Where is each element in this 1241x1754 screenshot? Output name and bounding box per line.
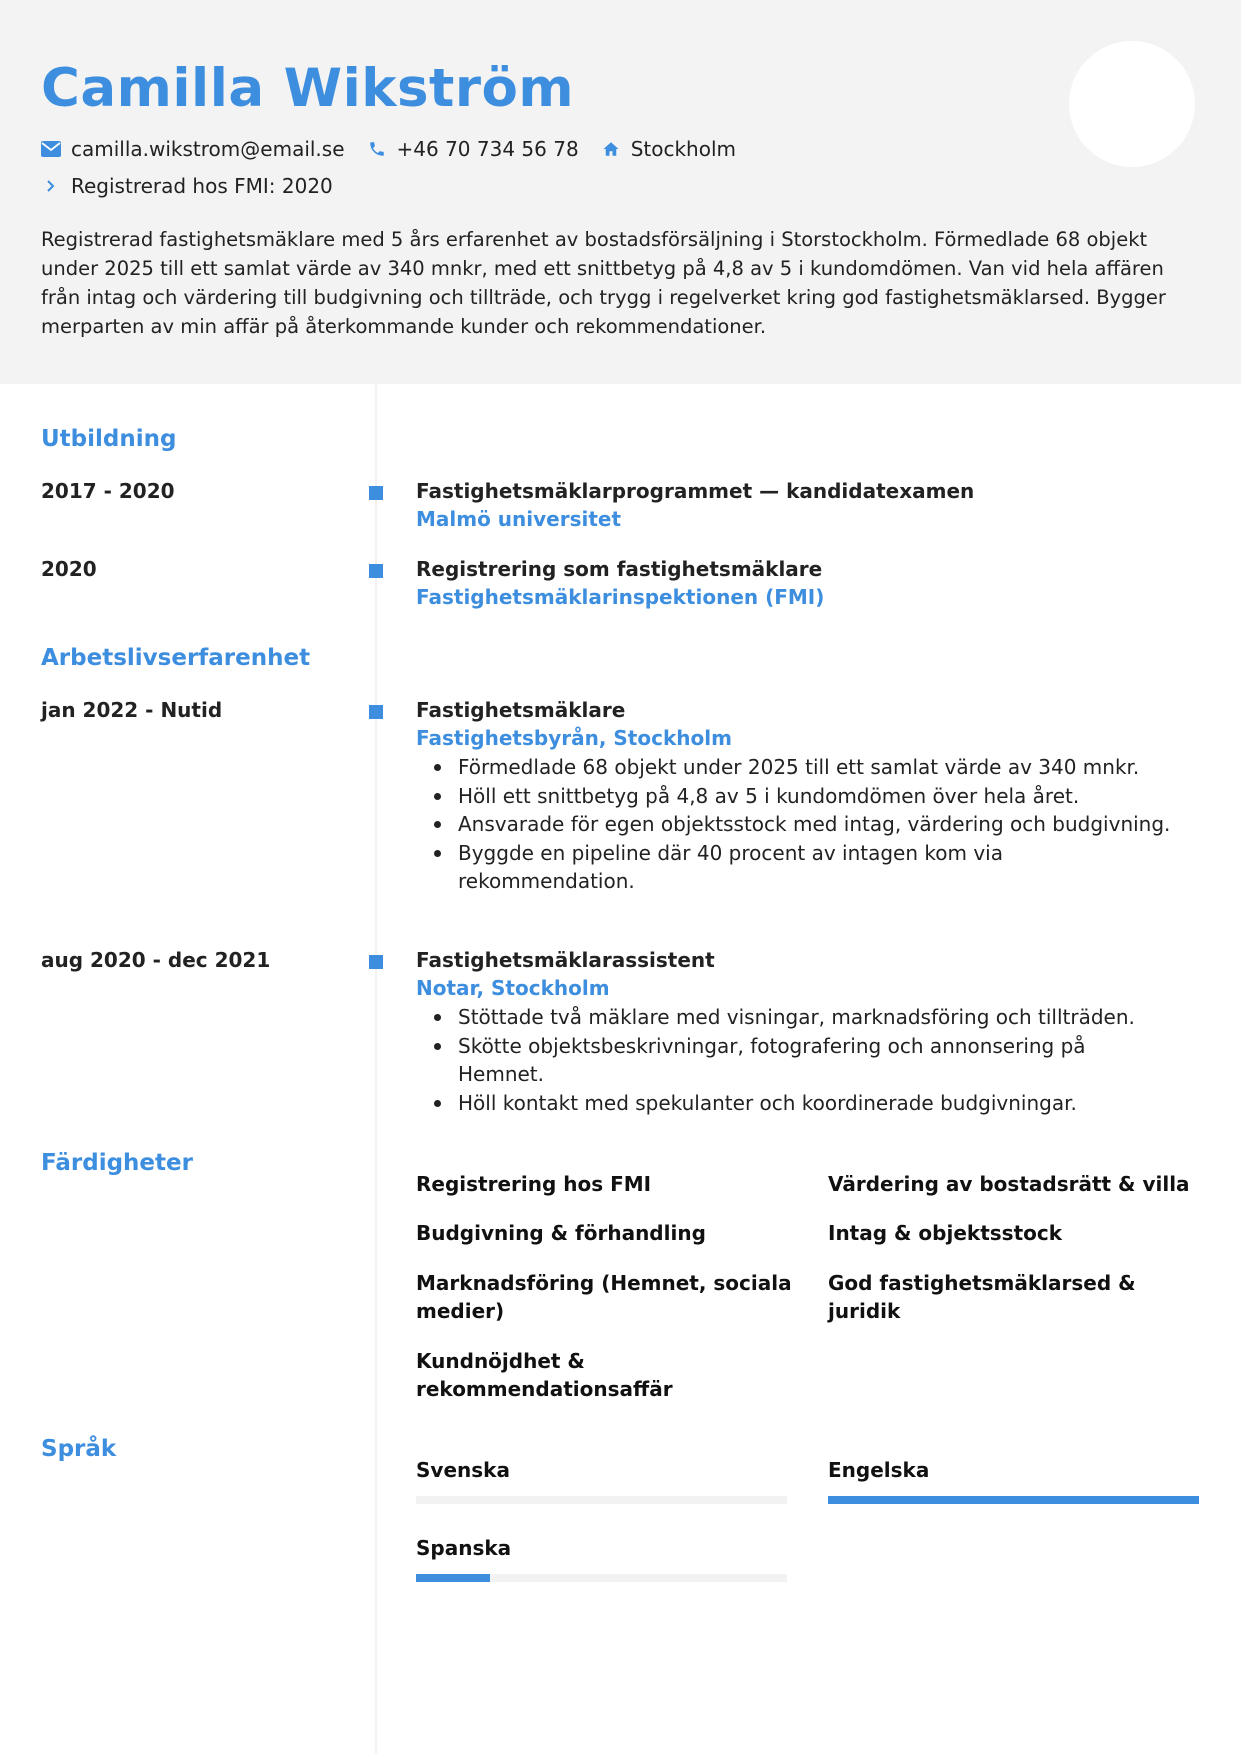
email-text: camilla.wikstrom@email.se [71, 137, 345, 161]
list-item: Byggde en pipeline där 40 procent av intagen kom via rekommendation. [416, 839, 1176, 896]
profile-summary: Registrerad fastighetsmäklare med 5 års erfarenhet av bostadsförsäljning i Storstockholm. Förmedlade 68 objekt under 2025 till ett samlat värde av 340 mnkr, med ett snittbetyg på 4,8 av 5 i kundomdömen. Van vid hela affären från intag och värdering till budgivning och tillträde, och trygg i regelverket kring god fastighetsmäklarsed. Bygger merparten av min affär på återkommande kunder och rekommendationer. [41, 228, 1166, 338]
skill-item: Intag & objektsstock [828, 1221, 1063, 1245]
education-date: 2017 - 2020 [41, 479, 175, 503]
list-item: Förmedlade 68 objekt under 2025 till ett samlat värde av 340 mnkr. [416, 753, 1176, 782]
list-item: Höll ett snittbetyg på 4,8 av 5 i kundomdömen över hela året. [416, 782, 1176, 811]
skill-item: Kundnöjdhet & rekommendationsaffär [416, 1349, 673, 1401]
experience-company: Fastighetsbyrån, Stockholm [416, 726, 732, 750]
language-name: Spanska [416, 1536, 512, 1560]
location-text: Stockholm [630, 137, 736, 161]
list-item: Ansvarade för egen objektsstock med intag, värdering och budgivning. [416, 810, 1176, 839]
education-school: Fastighetsmäklarinspektionen (FMI) [416, 585, 825, 609]
timeline-marker [369, 486, 383, 500]
list-item: Höll kontakt med spekulanter och koordinerade budgivningar. [416, 1089, 1176, 1118]
education-title: Registrering som fastighetsmäklare [416, 557, 823, 581]
skill-item: Registrering hos FMI [416, 1172, 652, 1196]
chevron-right-icon [41, 176, 61, 196]
candidate-name: Camilla Wikström [41, 58, 575, 119]
education-school: Malmö universitet [416, 507, 622, 531]
contact-row [41, 134, 758, 164]
skill-item: God fastighetsmäklarsed & juridik [828, 1271, 1136, 1323]
language-level-bar [416, 1496, 787, 1504]
language-name: Svenska [416, 1458, 510, 1482]
section-title-skills: Färdigheter [41, 1150, 193, 1176]
language-level-bar [828, 1496, 1199, 1504]
header [0, 0, 1241, 384]
section-title-experience: Arbetslivserfarenhet [41, 645, 311, 671]
registration-text: Registrerad hos FMI: 2020 [71, 174, 333, 198]
home-icon [601, 139, 621, 159]
experience-title: Fastighetsmäklare [416, 698, 626, 722]
contact-location [601, 137, 736, 161]
contact-email[interactable] [41, 137, 345, 161]
profile-photo-placeholder [1069, 41, 1195, 167]
experience-bullets [416, 753, 1176, 896]
email-icon [41, 139, 61, 159]
experience-date: jan 2022 - Nutid [41, 698, 223, 722]
education-date: 2020 [41, 557, 97, 581]
registration-row [41, 171, 333, 201]
list-item: Stöttade två mäklare med visningar, marknadsföring och tillträden. [416, 1003, 1176, 1032]
education-title: Fastighetsmäklarprogrammet — kandidatexamen [416, 479, 975, 503]
language-level-bar [416, 1574, 787, 1582]
language-level-fill [416, 1574, 490, 1582]
list-item: Skötte objektsbeskrivningar, fotografering och annonsering på Hemnet. [416, 1032, 1176, 1089]
timeline-marker [369, 564, 383, 578]
language-level-fill [828, 1496, 1199, 1504]
language-name: Engelska [828, 1458, 930, 1482]
experience-title: Fastighetsmäklarassistent [416, 948, 715, 972]
skill-item: Marknadsföring (Hemnet, sociala medier) [416, 1271, 792, 1323]
timeline-marker [369, 955, 383, 969]
timeline-divider [375, 384, 377, 1754]
experience-date: aug 2020 - dec 2021 [41, 948, 271, 972]
contact-phone[interactable] [367, 137, 579, 161]
section-title-education: Utbildning [41, 426, 177, 452]
experience-bullets [416, 1003, 1176, 1117]
section-title-languages: Språk [41, 1436, 117, 1462]
skill-item: Värdering av bostadsrätt & villa [828, 1172, 1190, 1196]
experience-company: Notar, Stockholm [416, 976, 610, 1000]
phone-text: +46 70 734 56 78 [396, 137, 579, 161]
timeline-marker [369, 705, 383, 719]
skill-item: Budgivning & förhandling [416, 1221, 706, 1245]
phone-icon [367, 139, 387, 159]
